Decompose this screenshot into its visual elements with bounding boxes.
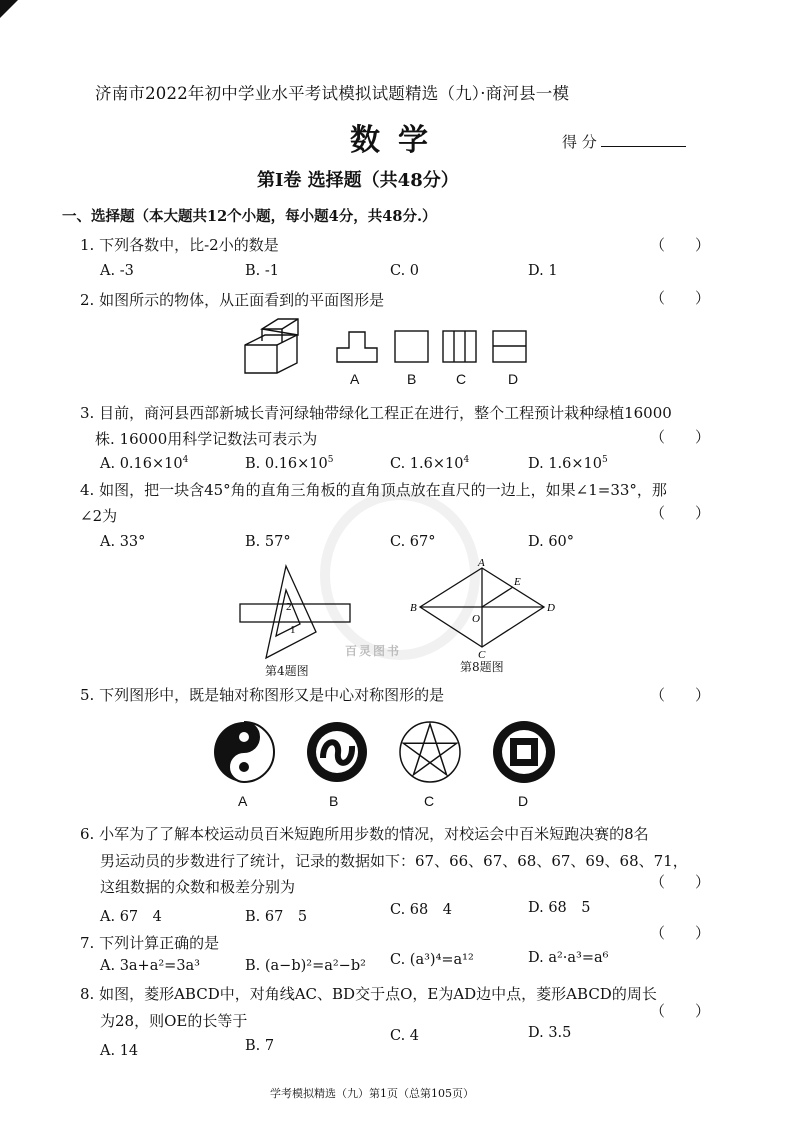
q4-figure-caption: 第4题图 xyxy=(265,664,309,678)
watermark-text: 百灵图书 xyxy=(345,644,402,658)
q1-option-c: C. 0 xyxy=(390,263,420,279)
q8-figure xyxy=(410,557,570,661)
q3-option-a: A. $0.16\times 10^4$ xyxy=(100,455,189,472)
part-title: 第Ⅰ卷 选择题（共48分） xyxy=(257,170,459,191)
q2-answer-bracket: （ ） xyxy=(650,289,711,307)
q6-option-b: B. 67 5 xyxy=(245,909,308,925)
page-footer: 学考模拟精选（九）第1页（总第105页） xyxy=(270,1087,474,1100)
q3-option-c: C. $1.6\times 10^4$ xyxy=(390,455,470,472)
q8-option-c: C. 4 xyxy=(390,1028,420,1044)
q8-point-c: C xyxy=(478,649,486,661)
q6-option-d: D. 68 5 xyxy=(528,900,591,916)
q1-stem: 1. 下列各数中，比-2小的数是 xyxy=(80,236,279,254)
q1-option-b: B. -1 xyxy=(245,263,279,279)
q1-option-a: A. -3 xyxy=(100,263,134,279)
q8-point-b: B xyxy=(410,602,417,614)
q2-figure-c xyxy=(443,331,476,362)
q5-label-d: D xyxy=(518,793,529,809)
q7-option-c: C. (a³)⁴=a¹² xyxy=(390,952,474,968)
q2-label-d: D xyxy=(508,371,519,387)
q8-figure-caption: 第8题图 xyxy=(460,660,504,674)
q8-answer-bracket: （ ） xyxy=(650,1002,711,1020)
q7-option-d: D. a²·a³=a⁶ xyxy=(528,950,609,966)
q2-label-a: A xyxy=(350,371,360,387)
q8-stem-line2: 为28，则OE的长等于 xyxy=(100,1012,248,1030)
q4-angle-2-label: 2 xyxy=(286,601,292,613)
q3-option-d: D. $1.6\times 10^5$ xyxy=(528,455,608,472)
q5-label-a: A xyxy=(238,793,248,809)
q6-option-a: A. 67 4 xyxy=(100,909,162,925)
q8-option-a: A. 14 xyxy=(100,1043,139,1059)
q4-option-c: C. 67° xyxy=(390,534,436,550)
q4-stem-line2: ∠2为 xyxy=(80,507,118,525)
q5-figure-d-coin xyxy=(493,721,555,783)
q8-stem-line1: 8. 如图，菱形ABCD中，对角线AC、BD交于点O，E为AD边中点，菱形ABCD的周长 xyxy=(80,985,657,1003)
q5-stem: 5. 下列图形中，既是轴对称图形又是中心对称图形的是 xyxy=(80,686,445,704)
subject-title: 数学 xyxy=(350,123,446,158)
q1-answer-bracket: （ ） xyxy=(650,236,711,254)
q3-option-b: B. $0.16\times 10^5$ xyxy=(245,455,334,472)
q8-option-b: B. 7 xyxy=(245,1038,275,1054)
q8-option-d: D. 3.5 xyxy=(528,1025,572,1041)
section-title: 一、选择题（本大题共12个小题，每小题4分，共48分.） xyxy=(62,208,437,225)
q2-stem: 2. 如图所示的物体，从正面看到的平面图形是 xyxy=(80,291,385,309)
q4-figure xyxy=(238,560,358,660)
q2-option-figures xyxy=(335,328,535,364)
q6-option-c: C. 68 4 xyxy=(390,902,452,918)
q2-label-b: B xyxy=(407,371,417,387)
q3-stem-line1: 3. 目前，商河县西部新城长青河绿轴带绿化工程正在进行，整个工程预计栽种绿植16000 xyxy=(80,404,672,422)
q8-point-d: D xyxy=(547,602,555,614)
q5-answer-bracket: （ ） xyxy=(650,686,711,704)
q7-stem: 7. 下列计算正确的是 xyxy=(80,934,220,952)
q4-option-a: A. 33° xyxy=(100,534,146,550)
score-field xyxy=(562,131,686,152)
q5-label-c: C xyxy=(424,793,435,809)
q3-stem-line2: 株. 16000用科学记数法可表示为 xyxy=(95,430,318,448)
q8-point-a: A xyxy=(478,557,485,569)
q1-option-d: D. 1 xyxy=(528,263,558,279)
q3-answer-bracket: （ ） xyxy=(650,428,711,446)
q2-figure-a xyxy=(337,332,377,362)
q2-figure-b xyxy=(395,331,428,362)
q7-option-a: A. 3a+a²=3a³ xyxy=(100,958,200,974)
q5-label-b: B xyxy=(329,793,339,809)
q2-label-c: C xyxy=(456,371,467,387)
q6-stem-line1: 6. 小军为了了解本校运动员百米短跑所用步数的情况，对校运会中百米短跑决赛的8名 xyxy=(80,825,649,843)
q6-stem-line2: 男运动员的步数进行了统计，记录的数据如下：67、66、67、68、67、69、68、71， xyxy=(100,852,688,870)
score-blank xyxy=(601,146,686,147)
q5-figures xyxy=(212,718,572,788)
q4-angle-1-label: 1 xyxy=(290,624,296,636)
exam-header-title: 济南市2022年初中学业水平考试模拟试题精选（九）·商河县一模 xyxy=(95,84,570,103)
page-corner-mark xyxy=(0,0,18,18)
q4-option-d: D. 60° xyxy=(528,534,575,550)
q7-option-b: B. (a−b)²=a²−b² xyxy=(245,958,366,974)
q7-answer-bracket: （ ） xyxy=(650,924,711,942)
q6-answer-bracket: （ ） xyxy=(650,873,711,891)
q5-figure-b-ornament xyxy=(307,722,367,782)
q8-point-e: E xyxy=(514,576,521,588)
q4-stem-line1: 4. 如图，把一块含45°角的直角三角板的直角顶点放在直尺的一边上，如果∠1=33°，那 xyxy=(80,481,667,499)
q4-answer-bracket: （ ） xyxy=(650,504,711,522)
q5-figure-a-yin-yang xyxy=(214,722,274,782)
q4-option-b: B. 57° xyxy=(245,534,291,550)
q5-figure-c-star xyxy=(400,722,460,782)
q8-point-o: O xyxy=(472,613,480,625)
q6-stem-line3: 这组数据的众数和极差分别为 xyxy=(100,878,296,896)
score-label: 得 分 xyxy=(562,133,597,151)
